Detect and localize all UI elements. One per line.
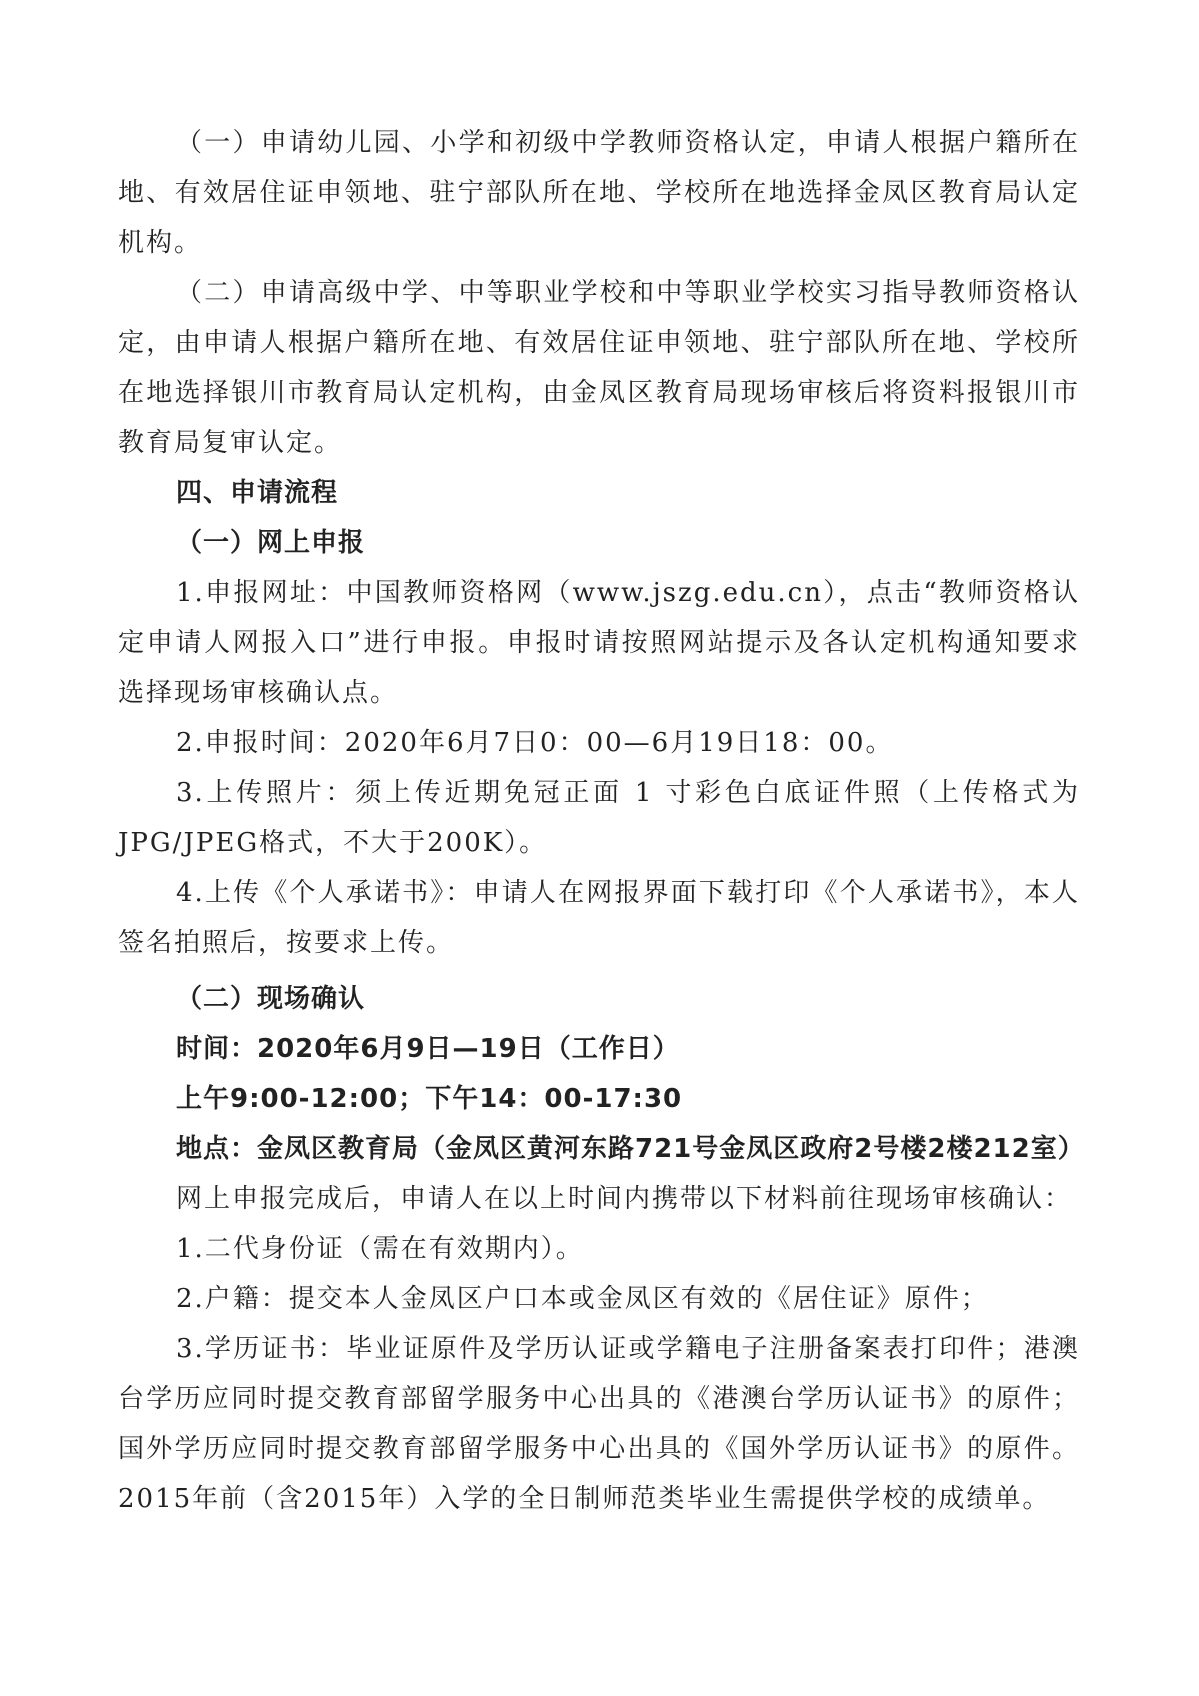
onsite-location: 地点：金凤区教育局（金凤区黄河东路721号金凤区政府2号楼2楼212室） xyxy=(176,1134,1085,1164)
document-body xyxy=(118,118,1085,1524)
paragraph-upload-photo: 3.上传照片：须上传近期免冠正面 1 寸彩色白底证件照（上传格式为JPG/JPEG格式，不大于200K）。 xyxy=(118,778,1080,858)
paragraph-upload-commitment: 4.上传《个人承诺书》：申请人在网报界面下载打印《个人承诺书》，本人签名拍照后，按要求上传。 xyxy=(118,878,1080,958)
paragraph-household-registration: 2.户籍：提交本人金凤区户口本或金凤区有效的《居住证》原件； xyxy=(176,1284,989,1314)
heading-application-process: 四、申请流程 xyxy=(176,478,339,508)
onsite-date: 时间：2020年6月9日—19日（工作日） xyxy=(176,1034,680,1064)
onsite-hours: 上午9:00-12:00；下午14：00-17:30 xyxy=(176,1084,683,1114)
paragraph-education-certificate: 3.学历证书：毕业证原件及学历认证或学籍电子注册备案表打印件；港澳台学历应同时提交教育部留学服务中心出具的《港澳台学历认证书》的原件；国外学历应同时提交教育部留学服务中心出具的《国外学历认证书》的原件。2015年前（含2015年）入学的全日制师范类毕业生需提供学校的成绩单。 xyxy=(118,1334,1080,1514)
heading-onsite-confirmation: （二）现场确认 xyxy=(176,984,366,1014)
paragraph-id-card: 1.二代身份证（需在有效期内）。 xyxy=(176,1234,584,1264)
heading-online-application: （一）网上申报 xyxy=(176,528,366,558)
paragraph-materials-intro: 网上申报完成后，申请人在以上时间内携带以下材料前往现场审核确认： xyxy=(176,1184,1073,1214)
paragraph-application-time: 2.申报时间：2020年6月7日0：00—6月19日18：00。 xyxy=(176,728,894,758)
paragraph-kindergarten-primary: （一）申请幼儿园、小学和初级中学教师资格认定，申请人根据户籍所在地、有效居住证申领地、驻宁部队所在地、学校所在地选择金凤区教育局认定机构。 xyxy=(118,128,1080,258)
paragraph-senior-vocational: （二）申请高级中学、中等职业学校和中等职业学校实习指导教师资格认定，由申请人根据户籍所在地、有效居住证申领地、驻宁部队所在地、学校所在地选择银川市教育局认定机构，由金凤区教育局现场审核后将资料报银川市教育局复审认定。 xyxy=(118,278,1080,458)
paragraph-application-website: 1.申报网址：中国教师资格网（www.jszg.edu.cn），点击“教师资格认定申请人网报入口”进行申报。申报时请按照网站提示及各认定机构通知要求选择现场审核确认点。 xyxy=(118,578,1080,708)
